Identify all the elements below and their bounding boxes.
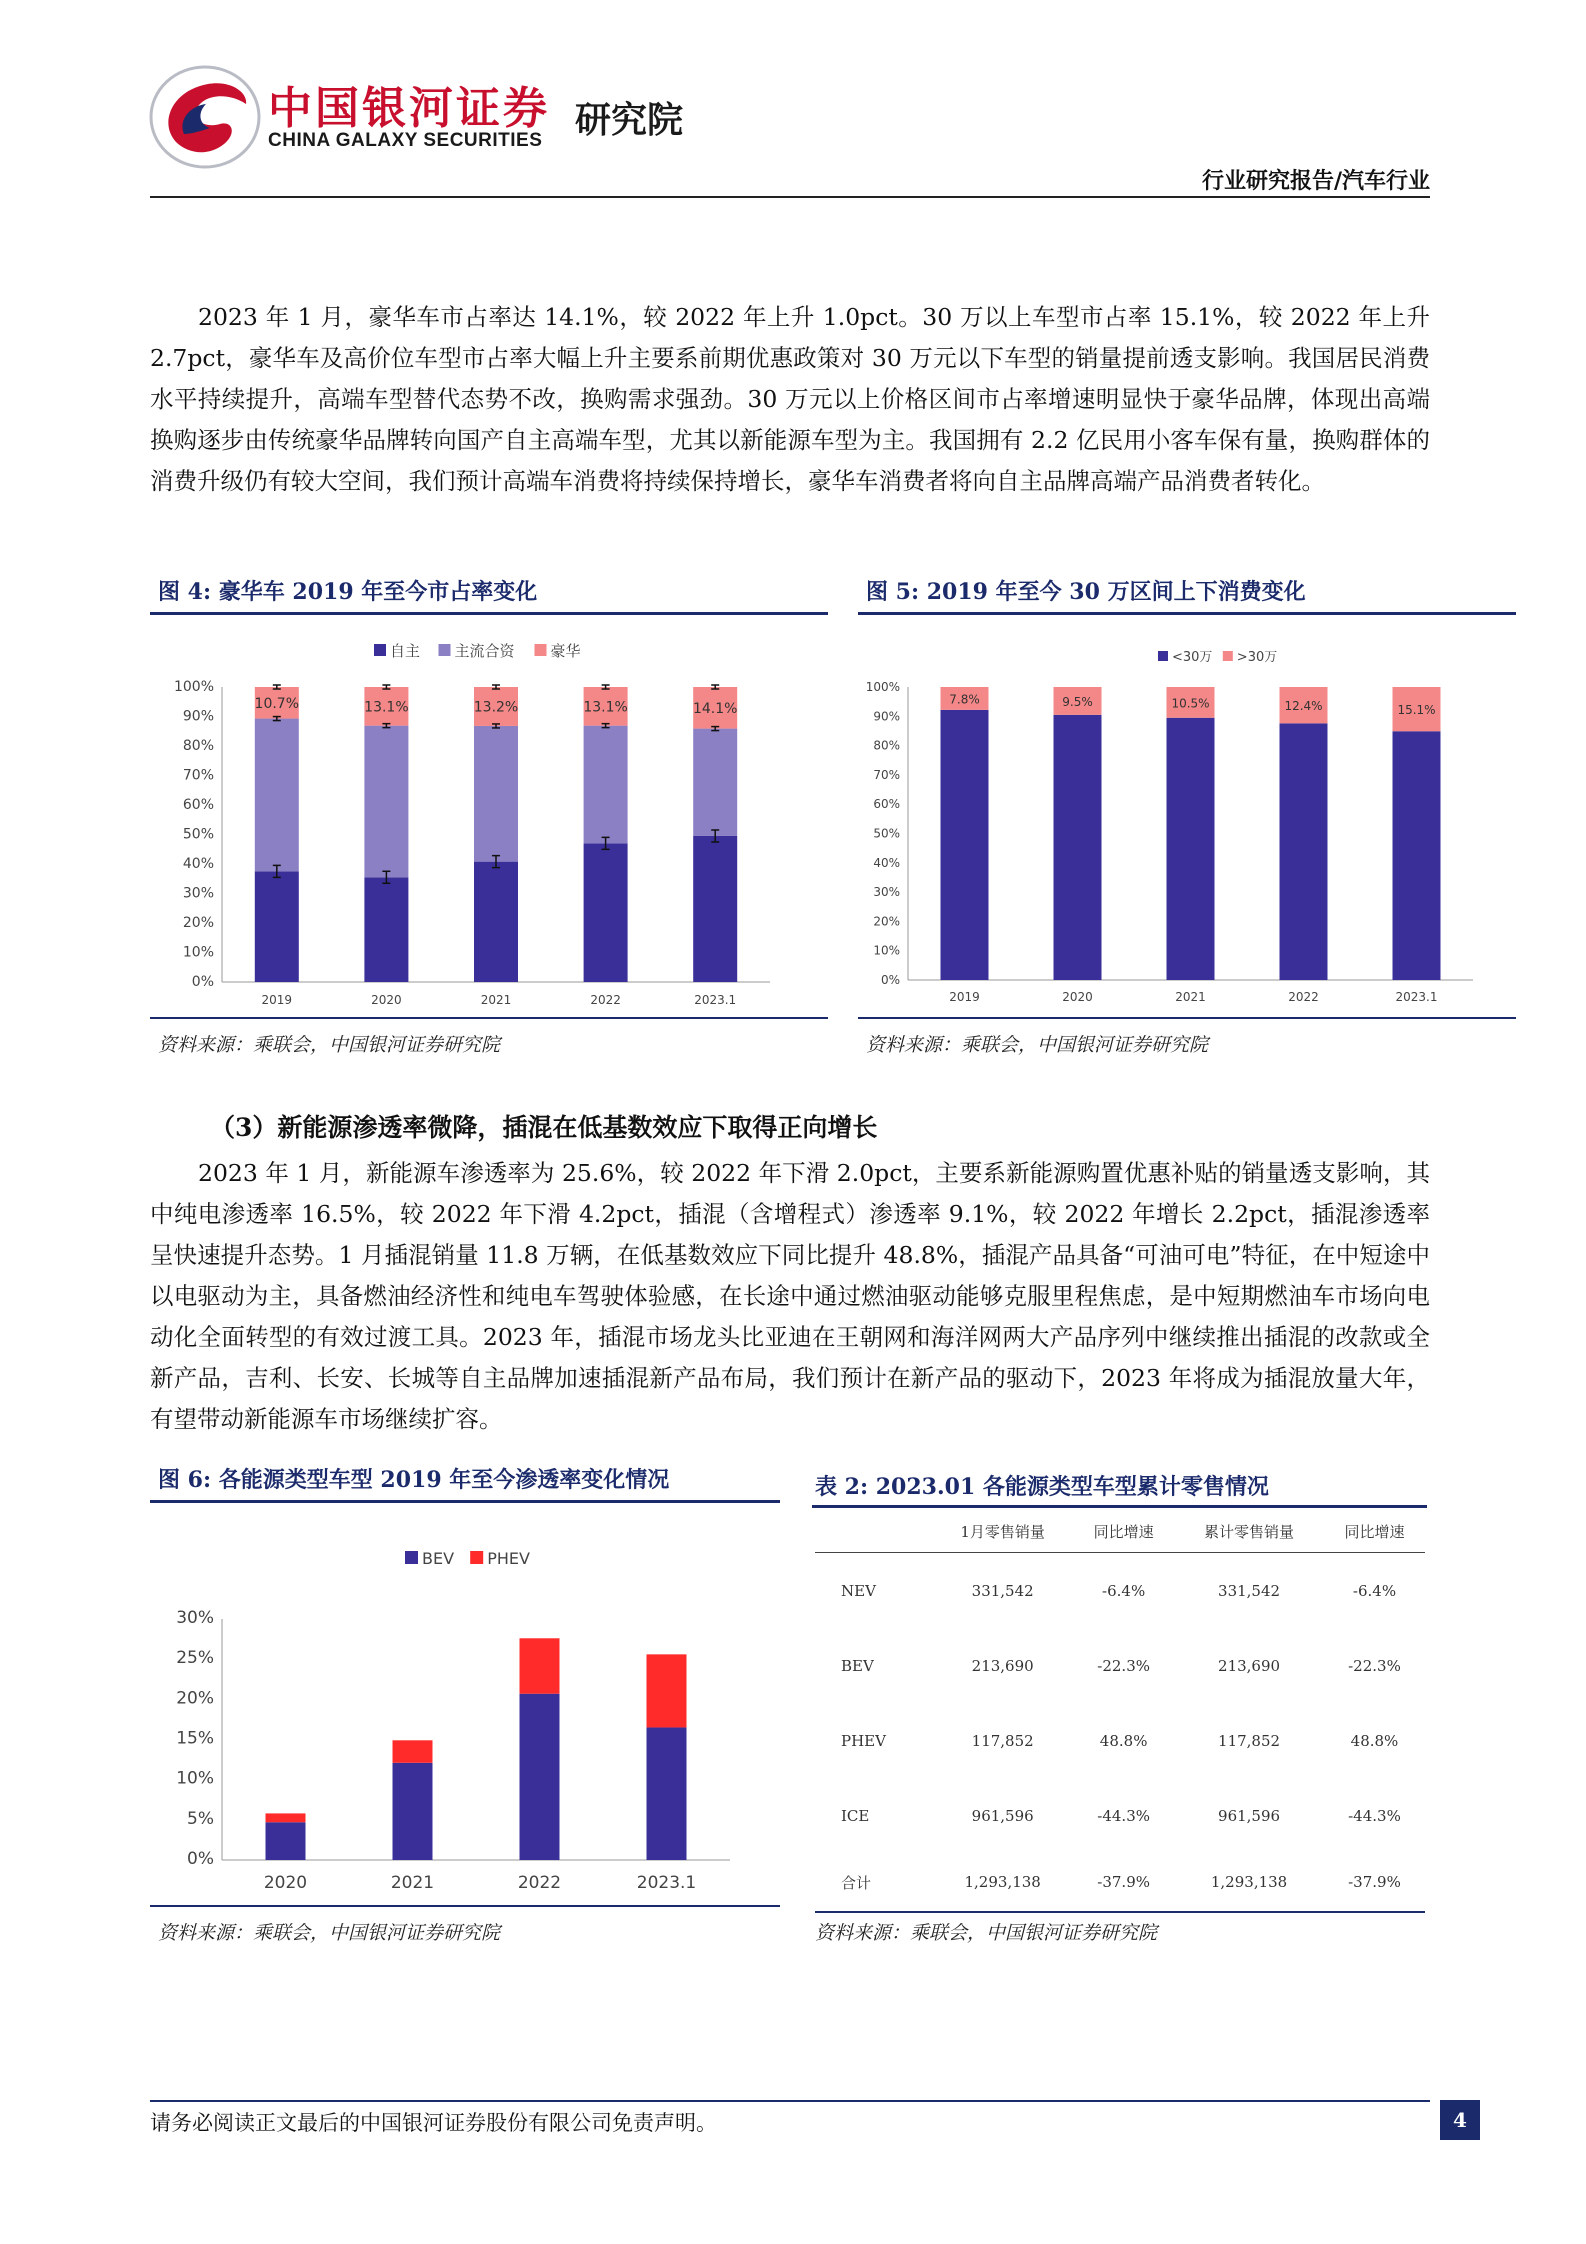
table-row-total xyxy=(815,1853,1425,1912)
y-tick-label: 30% xyxy=(182,885,214,902)
table-cell: PHEV xyxy=(841,1731,886,1750)
footer-divider xyxy=(150,2100,1430,2102)
table-header-row xyxy=(815,1510,1425,1553)
report-type: 行业研究报告/汽车行业 xyxy=(1201,168,1430,194)
table-cell: -6.4% xyxy=(1102,1581,1146,1600)
table2-title: 表 2: 2023.01 各能源类型车型累计零售情况 xyxy=(815,1474,1269,1500)
table-row xyxy=(815,1553,1425,1629)
table-cell: 117,852 xyxy=(971,1731,1034,1750)
table-cell: -37.9% xyxy=(1073,1853,1174,1912)
legend-label: 主流合资 xyxy=(454,642,515,660)
section-3-heading: （3）新能源渗透率微降，插混在低基数效应下取得正向增长 xyxy=(210,1113,878,1142)
brand-name-cn: 中国银河证券 xyxy=(268,83,550,134)
bar-PHEV xyxy=(520,1638,560,1693)
legend-swatch xyxy=(470,1551,483,1564)
table-cell: 213,690 xyxy=(971,1656,1034,1675)
table-cell: -6.4% xyxy=(1352,1581,1397,1600)
y-tick-label: 50% xyxy=(873,826,900,841)
y-tick-label: 10% xyxy=(176,1768,214,1789)
bar-主流合资 xyxy=(255,719,299,872)
body-paragraph-1: 2023 年 1 月，豪华车市占率达 14.1%，较 2022 年上升 1.0pct。30 万以上车型市占率 15.1%，较 2022 年上升 2.7pct，豪华车及高价位车型市占率大幅上升主要系前期优惠政策对 30 万元以下车型的销量提前透支影响。我国居民消费水平持续提升，高端车型替代态势不改，换购需求强劲。30 万元以上价格区间市占率增速明显快于豪华品牌，体现出高端换购逐步由传统豪华品牌转向国产自主高端车型，尤其以新能源车型为主。我国拥有 2.2 亿民用小客车保有量，换购群体的消费升级仍有较大空间，我们预计高端车消费将持续保持增长，豪华车消费者将向自主品牌高端产品消费者转化。 xyxy=(150,303,1430,495)
fig6-chart xyxy=(150,1504,780,1904)
logo-mark xyxy=(148,62,263,172)
bar-<30万 xyxy=(1167,718,1215,980)
x-tick-label: 2021 xyxy=(390,1873,435,1893)
bar-自主 xyxy=(693,836,737,982)
page-number: 4 xyxy=(1440,2100,1480,2140)
fig4-bottom-rule xyxy=(150,1017,828,1019)
fig5-bottom-rule xyxy=(858,1017,1516,1019)
x-tick-label: 2021 xyxy=(480,993,512,1007)
table-cell: BEV xyxy=(841,1656,874,1675)
y-tick-label: 90% xyxy=(873,709,900,724)
table-row xyxy=(815,1703,1425,1778)
fig5-chart xyxy=(858,616,1516,1016)
bar-主流合资 xyxy=(584,726,628,844)
y-tick-label: 60% xyxy=(873,797,900,812)
y-tick-label: 30% xyxy=(176,1608,214,1628)
table-row xyxy=(815,1778,1425,1853)
y-tick-label: 0% xyxy=(191,974,214,990)
y-tick-label: 5% xyxy=(187,1808,214,1829)
data-label: 15.1% xyxy=(1397,703,1436,718)
fig6-bottom-rule xyxy=(150,1905,780,1907)
fig4-chart xyxy=(150,616,828,1016)
bar-自主 xyxy=(474,862,518,982)
table-cell: -22.3% xyxy=(1097,1656,1150,1675)
legend-label: PHEV xyxy=(487,1549,530,1568)
legend-label: >30万 xyxy=(1236,650,1278,665)
bar-自主 xyxy=(364,877,408,982)
fig6-source: 资料来源：乘联会，中国银河证券研究院 xyxy=(158,1922,501,1944)
data-label: 13.1% xyxy=(364,699,409,716)
y-tick-label: 50% xyxy=(182,826,214,843)
y-tick-label: 30% xyxy=(873,885,900,900)
fig5-title: 图 5: 2019 年至今 30 万区间上下消费变化 xyxy=(866,579,1306,605)
bar-主流合资 xyxy=(364,726,408,878)
y-tick-label: 40% xyxy=(182,856,214,872)
table2-source: 资料来源：乘联会，中国银河证券研究院 xyxy=(815,1922,1158,1944)
fig4-top-rule xyxy=(150,612,828,615)
bar-PHEV xyxy=(647,1654,687,1727)
x-tick-label: 2023.1 xyxy=(694,993,737,1007)
data-label: 13.2% xyxy=(473,699,519,716)
table-cell: -44.3% xyxy=(1097,1806,1150,1825)
table-header-cell xyxy=(815,1510,932,1553)
disclaimer: 请务必阅读正文最后的中国银河证券股份有限公司免责声明。 xyxy=(150,2111,717,2135)
table-cell: 48.8% xyxy=(1350,1731,1399,1750)
x-tick-label: 2019 xyxy=(261,993,293,1007)
data-label: 13.1% xyxy=(583,699,628,716)
brand-name-en: CHINA GALAXY SECURITIES xyxy=(268,130,543,151)
table-cell: 331,542 xyxy=(1218,1581,1281,1600)
fig5-top-rule xyxy=(858,612,1516,615)
legend-label: 自主 xyxy=(390,642,421,660)
fig6-title: 图 6: 各能源类型车型 2019 年至今渗透率变化情况 xyxy=(158,1467,670,1493)
table-cell: -44.3% xyxy=(1348,1806,1401,1825)
x-tick-label: 2022 xyxy=(1288,990,1319,1004)
legend-swatch xyxy=(374,644,386,656)
fig5-source: 资料来源：乘联会，中国银河证券研究院 xyxy=(866,1034,1209,1056)
table-cell: 合计 xyxy=(815,1853,932,1912)
legend-swatch xyxy=(535,644,547,656)
table-header-cell: 1月零售销量 xyxy=(932,1510,1073,1553)
legend-swatch xyxy=(405,1551,418,1564)
x-tick-label: 2023.1 xyxy=(636,1873,697,1893)
x-tick-label: 2020 xyxy=(371,993,402,1007)
institute-name: 研究院 xyxy=(575,100,684,141)
x-tick-label: 2022 xyxy=(517,1873,562,1893)
y-tick-label: 60% xyxy=(182,797,214,813)
data-label: 10.7% xyxy=(254,695,300,712)
bar-BEV xyxy=(647,1727,687,1860)
y-tick-label: 80% xyxy=(873,738,900,753)
y-tick-label: 80% xyxy=(182,738,214,754)
bar-BEV xyxy=(520,1694,560,1860)
legend-swatch xyxy=(439,644,451,656)
y-tick-label: 100% xyxy=(865,680,900,694)
table-row xyxy=(815,1628,1425,1703)
table-cell: ICE xyxy=(841,1806,870,1825)
table-cell: 213,690 xyxy=(1218,1656,1281,1675)
bar-<30万 xyxy=(941,710,989,980)
retail-table xyxy=(815,1510,1425,1913)
y-tick-label: 70% xyxy=(873,767,900,782)
bar-自主 xyxy=(255,871,299,982)
y-tick-label: 15% xyxy=(176,1728,214,1749)
fig4-source: 资料来源：乘联会，中国银河证券研究院 xyxy=(158,1034,501,1056)
bar-PHEV xyxy=(266,1813,306,1822)
legend-label: 豪华 xyxy=(550,642,581,660)
table-cell: 48.8% xyxy=(1099,1731,1148,1750)
y-tick-label: 40% xyxy=(873,855,900,870)
data-label: 7.8% xyxy=(949,692,980,707)
table-cell: 961,596 xyxy=(971,1806,1034,1825)
table2-top-rule xyxy=(812,1505,1427,1508)
bar-自主 xyxy=(584,843,628,982)
bar-BEV xyxy=(266,1822,306,1860)
table-header-cell: 同比增速 xyxy=(1073,1510,1174,1553)
x-tick-label: 2019 xyxy=(949,990,980,1004)
y-tick-label: 20% xyxy=(182,915,214,931)
bar-<30万 xyxy=(1054,715,1102,980)
y-tick-label: 0% xyxy=(880,973,900,987)
x-tick-label: 2023.1 xyxy=(1395,990,1438,1004)
y-tick-label: 10% xyxy=(182,944,214,961)
body-paragraph-2: 2023 年 1 月，新能源车渗透率为 25.6%，较 2022 年下滑 2.0pct，主要系新能源购置优惠补贴的销量透支影响，其中纯电渗透率 16.5%，较 2022 年下滑 4.2pct，插混（含增程式）渗透率 9.1%，较 2022 年增长 2.2pct，插混渗透率呈快速提升态势。1 月插混销量 11.8 万辆，在低基数效应下同比提升 48.8%，插混产品具备“可油可电”特征，在中短途中以电驱动为主，具备燃油经济性和纯电车驾驶体验感，在长途中通过燃油驱动能够克服里程焦虑，是中短期燃油车市场向电动化全面转型的有效过渡工具。2023 年，插混市场龙头比亚迪在王朝网和海洋网两大产品序列中继续推出插混的改款或全新产品，吉利、长安、长城等自主品牌加速插混新产品布局，我们预计在新产品的驱动下，2023 年将成为插混放量大年，有望带动新能源车市场继续扩容。 xyxy=(150,1159,1430,1433)
bar-PHEV xyxy=(393,1740,433,1762)
x-tick-label: 2022 xyxy=(590,993,621,1007)
legend-swatch xyxy=(1223,651,1233,661)
y-tick-label: 100% xyxy=(173,679,214,695)
y-tick-label: 20% xyxy=(873,914,900,929)
bar-BEV xyxy=(393,1763,433,1860)
y-tick-label: 20% xyxy=(176,1688,214,1709)
y-tick-label: 10% xyxy=(873,943,900,958)
y-tick-label: 70% xyxy=(182,767,214,784)
data-label: 10.5% xyxy=(1171,696,1210,711)
fig6-top-rule xyxy=(150,1500,780,1503)
bar-<30万 xyxy=(1280,723,1328,980)
table-cell: 1,293,138 xyxy=(1174,1853,1324,1912)
legend-label: BEV xyxy=(422,1549,455,1568)
table-header-cell: 累计零售销量 xyxy=(1174,1510,1324,1553)
x-tick-label: 2020 xyxy=(263,1873,308,1893)
x-tick-label: 2021 xyxy=(1175,990,1206,1004)
table-cell: 961,596 xyxy=(1218,1806,1281,1825)
table-cell: 117,852 xyxy=(1218,1731,1281,1750)
legend-swatch xyxy=(1158,651,1168,661)
table-cell: -22.3% xyxy=(1348,1656,1401,1675)
legend-label: <30万 xyxy=(1172,650,1213,665)
table-cell: -37.9% xyxy=(1324,1853,1425,1912)
header-divider xyxy=(150,196,1430,198)
table-cell: NEV xyxy=(841,1581,876,1600)
y-tick-label: 25% xyxy=(176,1648,214,1669)
fig4-title: 图 4: 豪华车 2019 年至今市占率变化 xyxy=(158,579,538,605)
bar-<30万 xyxy=(1393,731,1441,980)
x-tick-label: 2020 xyxy=(1062,990,1093,1004)
table-header-cell: 同比增速 xyxy=(1324,1510,1425,1553)
bar-主流合资 xyxy=(693,729,737,836)
data-label: 12.4% xyxy=(1284,699,1323,714)
y-tick-label: 0% xyxy=(187,1849,214,1869)
table-cell: 1,293,138 xyxy=(932,1853,1073,1912)
y-tick-label: 90% xyxy=(182,708,214,725)
bar-主流合资 xyxy=(474,726,518,862)
data-label: 9.5% xyxy=(1062,694,1093,709)
data-label: 14.1% xyxy=(692,700,738,717)
table-cell: 331,542 xyxy=(971,1581,1034,1600)
